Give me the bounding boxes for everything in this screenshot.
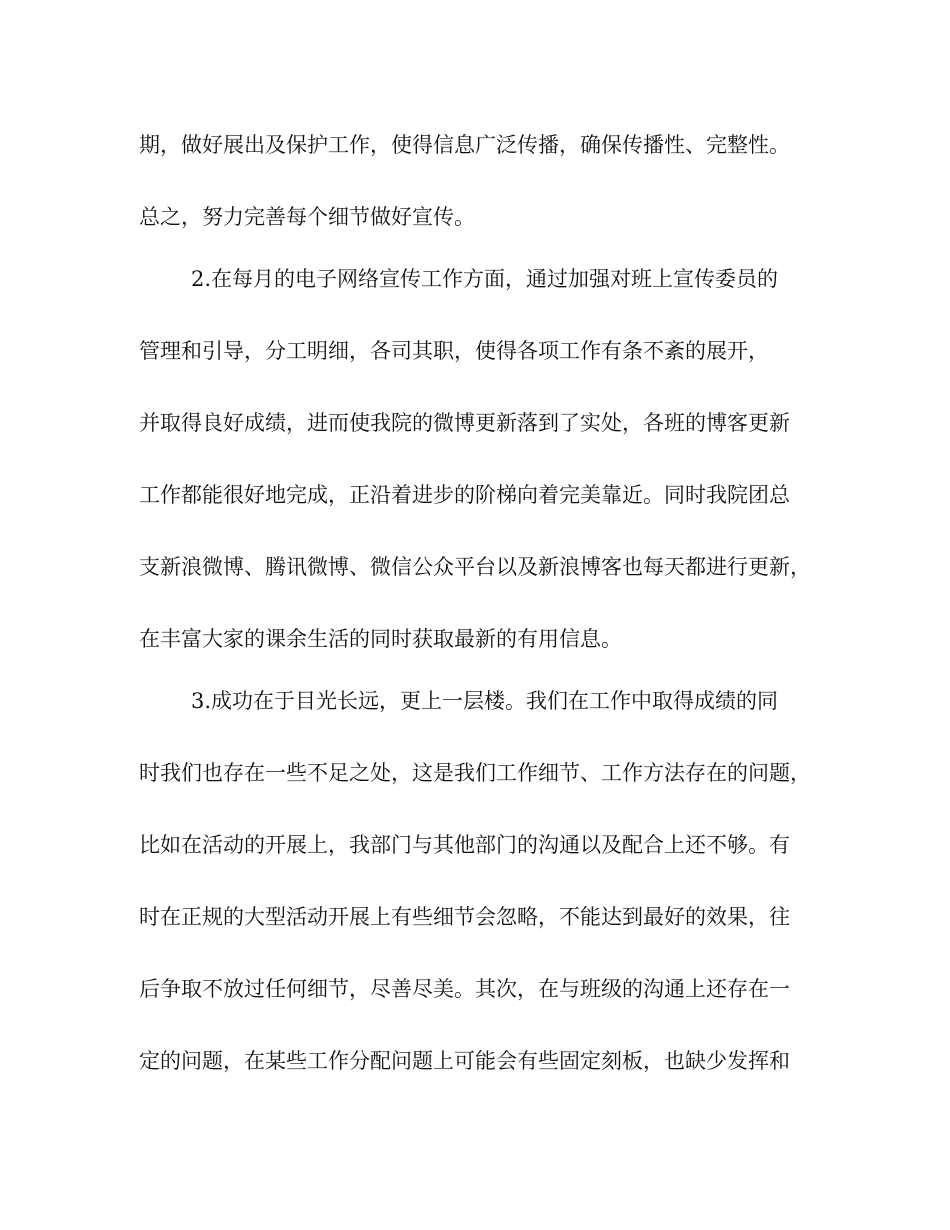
- paragraph-2-start: 2.在每月的电子网络宣传工作方面，通过加强对班上宣传委员的: [191, 267, 779, 291]
- text-line: 比如在活动的开展上，我部门与其他部门的沟通以及配合上还不够。有: [139, 833, 790, 857]
- text-line: 定的问题，在某些工作分配问题上可能会有些固定刻板，也缺少发挥和: [139, 1049, 790, 1073]
- text-line: 管理和引导，分工明细，各司其职，使得各项工作有条不紊的展开，: [139, 339, 769, 363]
- text-line: 支新浪微博、腾讯微博、微信公众平台以及新浪博客也每天都进行更新，: [139, 555, 811, 579]
- text-line: 工作都能很好地完成，正沿着进步的阶梯向着完美靠近。同时我院团总: [139, 483, 790, 507]
- text-line: 期，做好展出及保护工作，使得信息广泛传播，确保传播性、完整性。: [139, 133, 790, 157]
- text-line: 时我们也存在一些不足之处，这是我们工作细节、工作方法存在的问题，: [139, 761, 811, 785]
- text-line: 后争取不放过任何细节，尽善尽美。其次，在与班级的沟通上还存在一: [139, 977, 790, 1001]
- text-line: 时在正规的大型活动开展上有些细节会忽略，不能达到最好的效果，往: [139, 905, 790, 929]
- text-line: 在丰富大家的课余生活的同时获取最新的有用信息。: [139, 627, 622, 651]
- text-line: 总之，努力完善每个细节做好宣传。: [139, 205, 475, 229]
- paragraph-3-start: 3.成功在于目光长远，更上一层楼。我们在工作中取得成绩的同: [191, 689, 779, 713]
- text-line: 并取得良好成绩，进而使我院的微博更新落到了实处，各班的博客更新: [139, 411, 790, 435]
